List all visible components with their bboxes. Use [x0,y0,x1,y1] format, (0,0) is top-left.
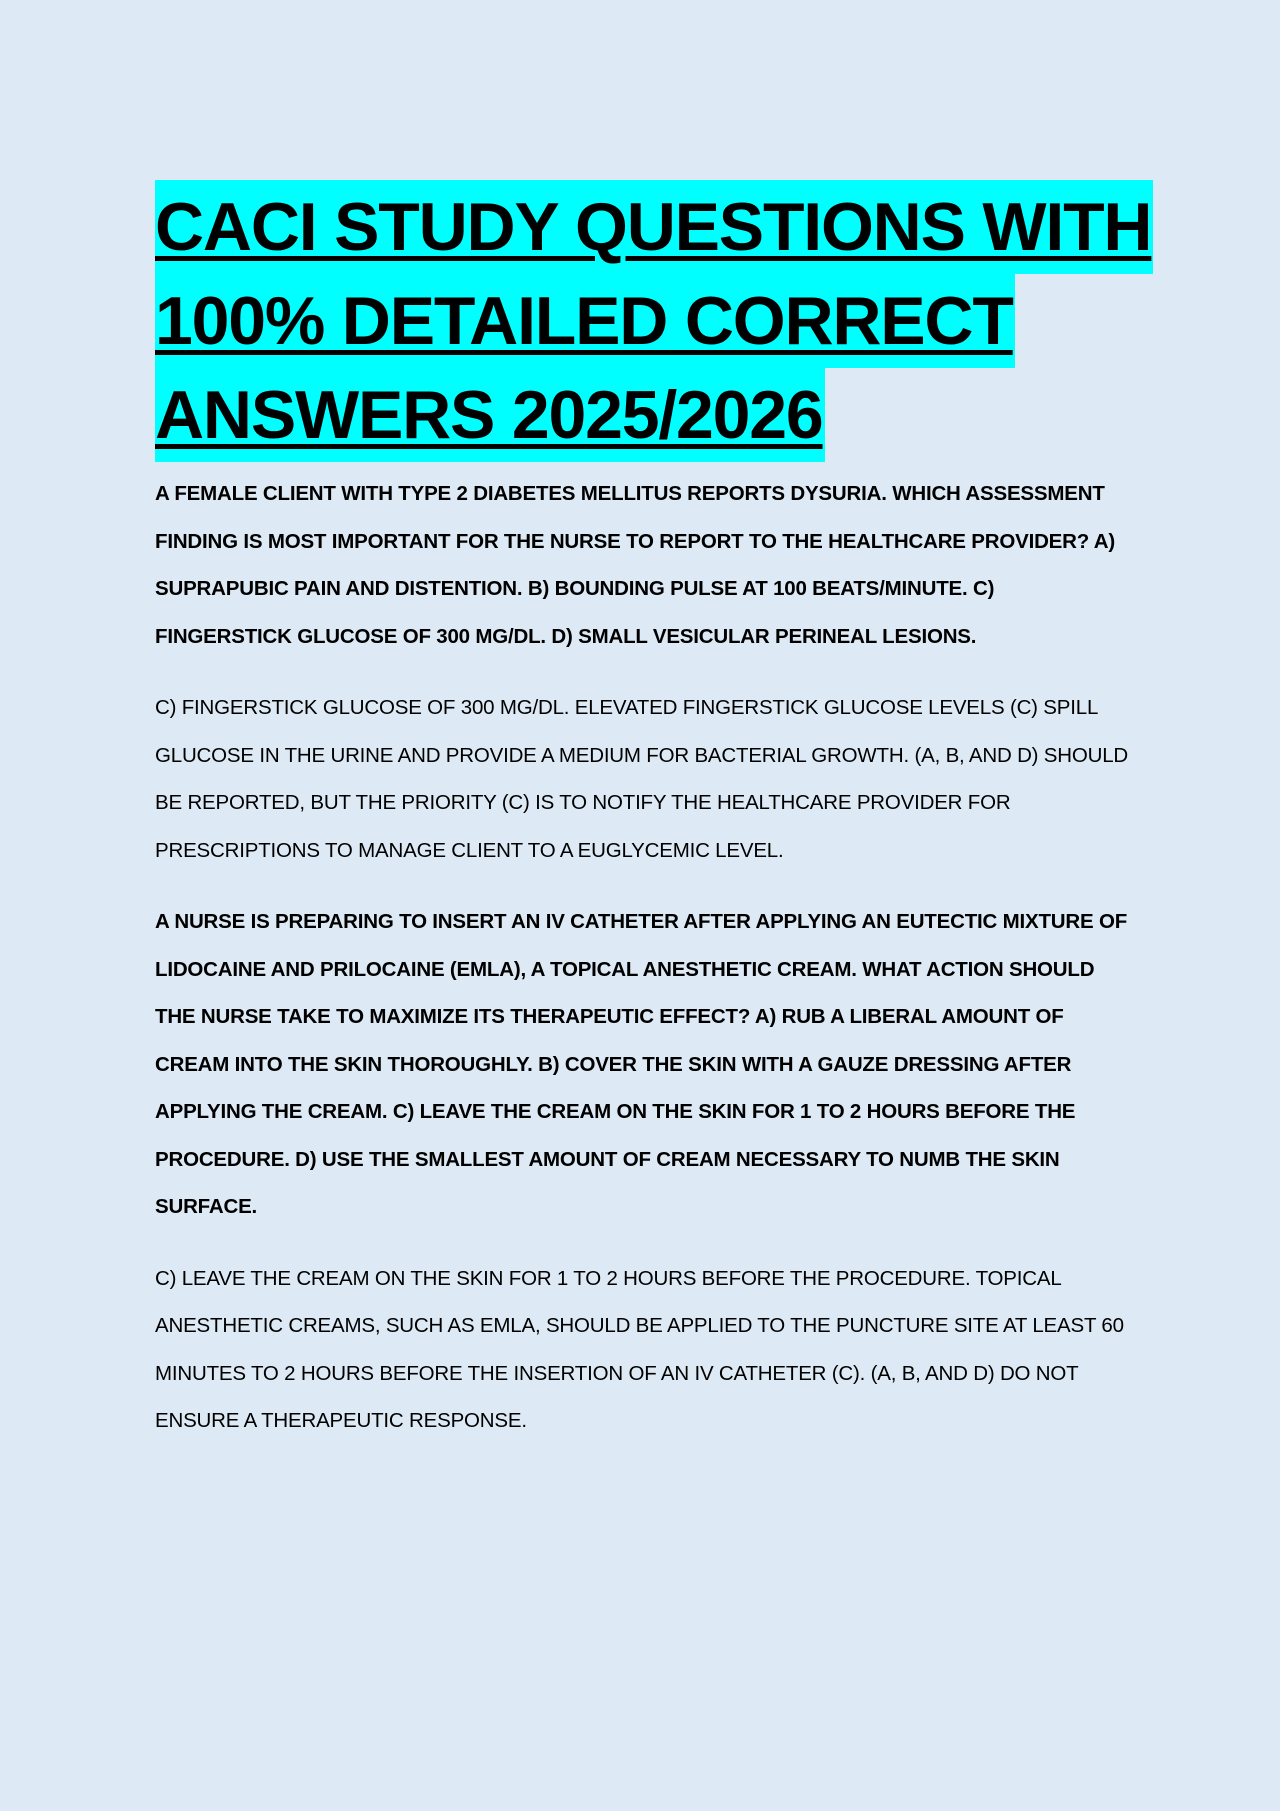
title-line-3: ANSWERS 2025/2026 [155,368,825,462]
title-line-2: 100% DETAILED CORRECT [155,274,1015,368]
question-2: A NURSE IS PREPARING TO INSERT AN IV CATHETER AFTER APPLYING AN EUTECTIC MIXTURE OF LIDOCAINE AND PRILOCAINE (EMLA), A TOPICAL ANESTHETIC CREAM. WHAT ACTION SHOULD THE NURSE TAKE TO MAXIMIZE ITS THERAPEUTIC EFFECT? A) RUB A LIBERAL AMOUNT OF CREAM INTO THE SKIN THOROUGHLY. B) COVER THE SKIN WITH A GAUZE DRESSING AFTER APPLYING THE CREAM. C) LEAVE THE CREAM ON THE SKIN FOR 1 TO 2 HOURS BEFORE THE PROCEDURE. D) USE THE SMALLEST AMOUNT OF CREAM NECESSARY TO NUMB THE SKIN SURFACE. [155,910,1128,1218]
document-title [155,180,1152,462]
answer-2: C) LEAVE THE CREAM ON THE SKIN FOR 1 TO 2 HOURS BEFORE THE PROCEDURE. TOPICAL ANESTHETIC CREAMS, SUCH AS EMLA, SHOULD BE APPLIED TO THE PUNCTURE SITE AT LEAST 60 MINUTES TO 2 HOURS BEFORE THE INSERTION OF AN IV CATHETER (C). (A, B, AND D) DO NOT ENSURE A THERAPEUTIC RESPONSE. [155,1266,1124,1432]
title-line-1: CACI STUDY QUESTIONS WITH [155,180,1153,274]
document-page [155,180,1152,1432]
question-1: A FEMALE CLIENT WITH TYPE 2 DIABETES MELLITUS REPORTS DYSURIA. WHICH ASSESSMENT FINDING IS MOST IMPORTANT FOR THE NURSE TO REPORT TO THE HEALTHCARE PROVIDER? A) SUPRAPUBIC PAIN AND DISTENTION. B) BOUNDING PULSE AT 100 BEATS/MINUTE. C) FINGERSTICK GLUCOSE OF 300 MG/DL. D) SMALL VESICULAR PERINEAL LESIONS. [155,482,1116,648]
answer-1: C) FINGERSTICK GLUCOSE OF 300 MG/DL. ELEVATED FINGERSTICK GLUCOSE LEVELS (C) SPILL GLUCOSE IN THE URINE AND PROVIDE A MEDIUM FOR BACTERIAL GROWTH. (A, B, AND D) SHOULD BE REPORTED, BUT THE PRIORITY (C) IS TO NOTIFY THE HEALTHCARE PROVIDER FOR PRESCRIPTIONS TO MANAGE CLIENT TO A EUGLYCEMIC LEVEL. [155,696,1129,862]
question-answer-list [155,470,1135,1469]
